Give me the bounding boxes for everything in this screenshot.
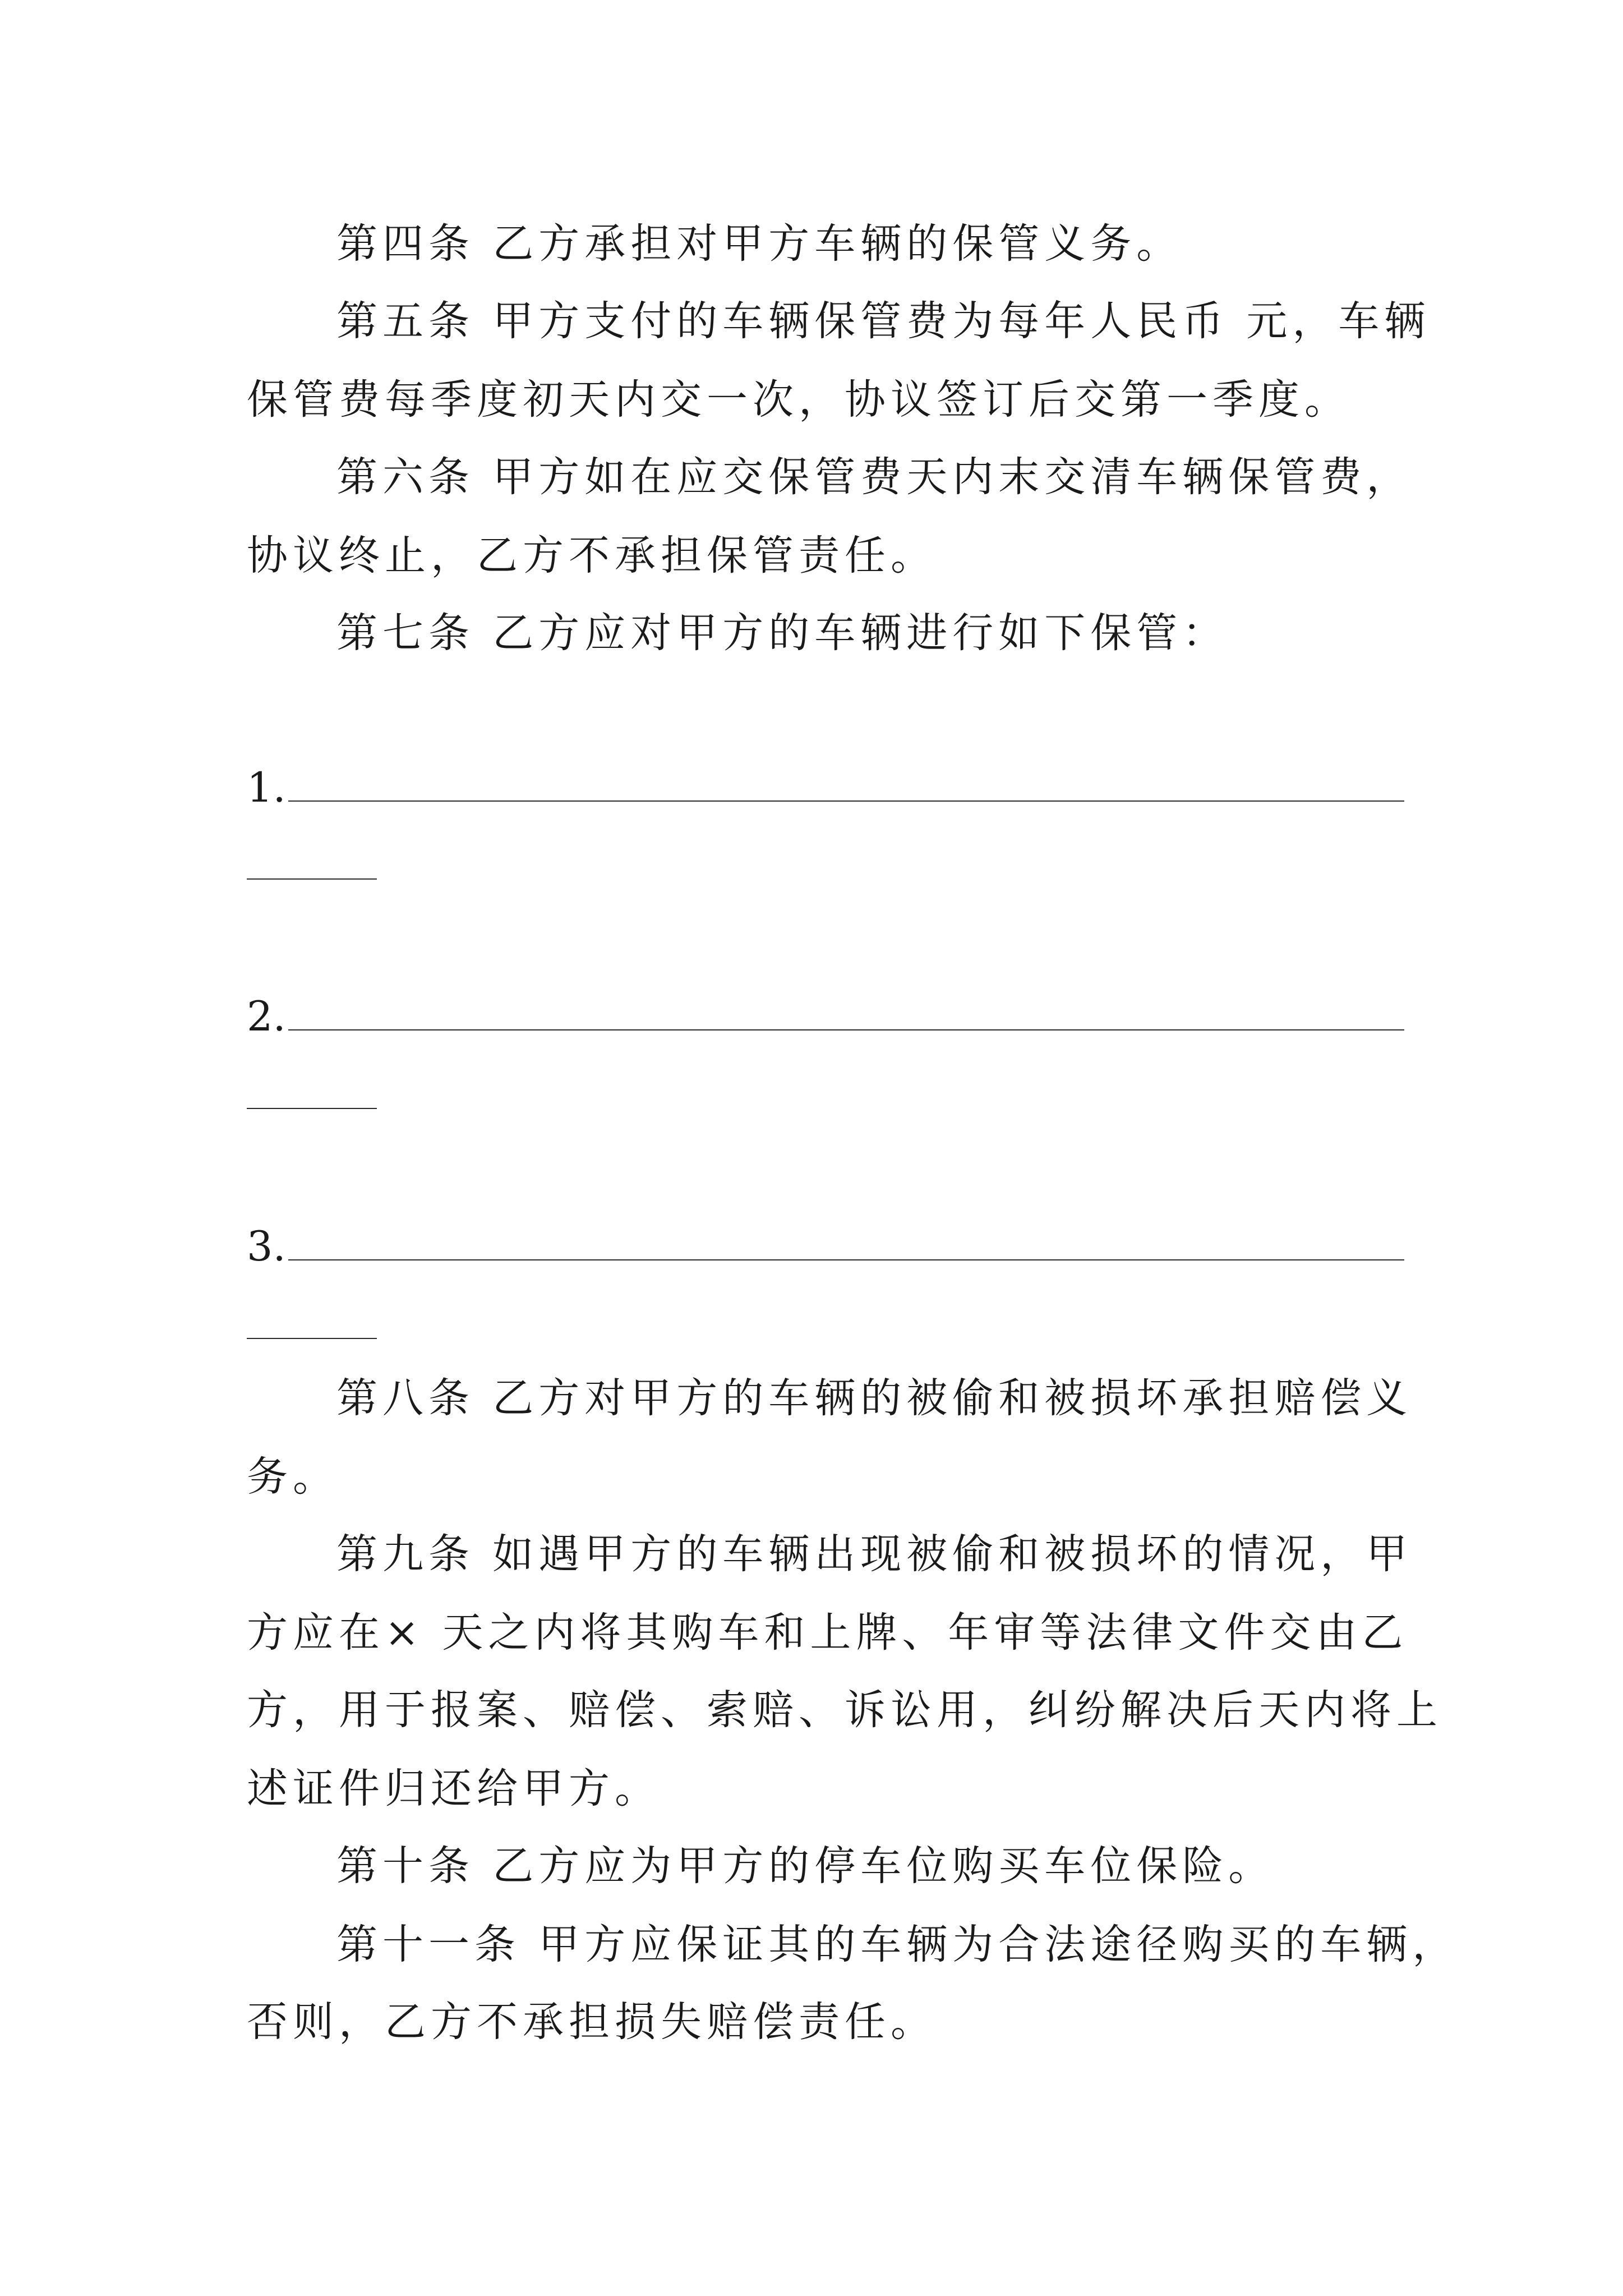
article-8-line-2: 务。	[247, 1453, 339, 1501]
article-11-line-2: 否则，乙方不承担损失赔偿责任。	[247, 1998, 937, 2046]
article-8-line-1: 第八条 乙方对甲方的车辆的被偷和被损坏承担赔偿义	[336, 1374, 1413, 1422]
blank-item-3	[247, 1223, 1404, 1271]
blank-item-number: 1.	[247, 764, 286, 812]
article-9-line-4: 述证件归还给甲方。	[247, 1765, 661, 1812]
article-9-line-1: 第九条 如遇甲方的车辆出现被偷和被损坏的情况，甲	[336, 1530, 1413, 1578]
blank-item-number: 2.	[247, 993, 286, 1041]
article-9-line-2: 方应在× 天之内将其购车和上牌、年审等法律文件交由乙	[247, 1609, 1408, 1657]
blank-continuation-line	[247, 1337, 377, 1339]
blank-fill-line	[288, 800, 1404, 802]
article-9-line-3: 方，用于报案、赔偿、索赔、诉讼用，纠纷解决后天内将上	[247, 1686, 1442, 1734]
article-4-line: 第四条 乙方承担对甲方车辆的保管义务。	[336, 220, 1183, 268]
article-7-line: 第七条 乙方应对甲方的车辆进行如下保管：	[336, 609, 1229, 657]
article-11-line-1: 第十一条 甲方应保证其的车辆为合法途径购买的车辆，	[336, 1921, 1459, 1968]
blank-continuation-line	[247, 878, 377, 880]
article-10-line: 第十条 乙方应为甲方的停车位购买车位保险。	[336, 1842, 1275, 1890]
article-5-line-1: 第五条 甲方支付的车辆保管费为每年人民币 元，车辆	[336, 297, 1431, 345]
blank-fill-line	[288, 1029, 1404, 1030]
blank-item-2	[247, 993, 1404, 1041]
article-5-line-2: 保管费每季度初天内交一次，协议签订后交第一季度。	[247, 376, 1350, 424]
blank-item-1	[247, 764, 1404, 812]
blank-fill-line	[288, 1259, 1404, 1260]
article-6-line-1: 第六条 甲方如在应交保管费天内末交清车辆保管费，	[336, 453, 1413, 501]
blank-continuation-line	[247, 1107, 377, 1109]
blank-item-number: 3.	[247, 1223, 286, 1271]
article-6-line-2: 协议终止，乙方不承担保管责任。	[247, 532, 937, 579]
